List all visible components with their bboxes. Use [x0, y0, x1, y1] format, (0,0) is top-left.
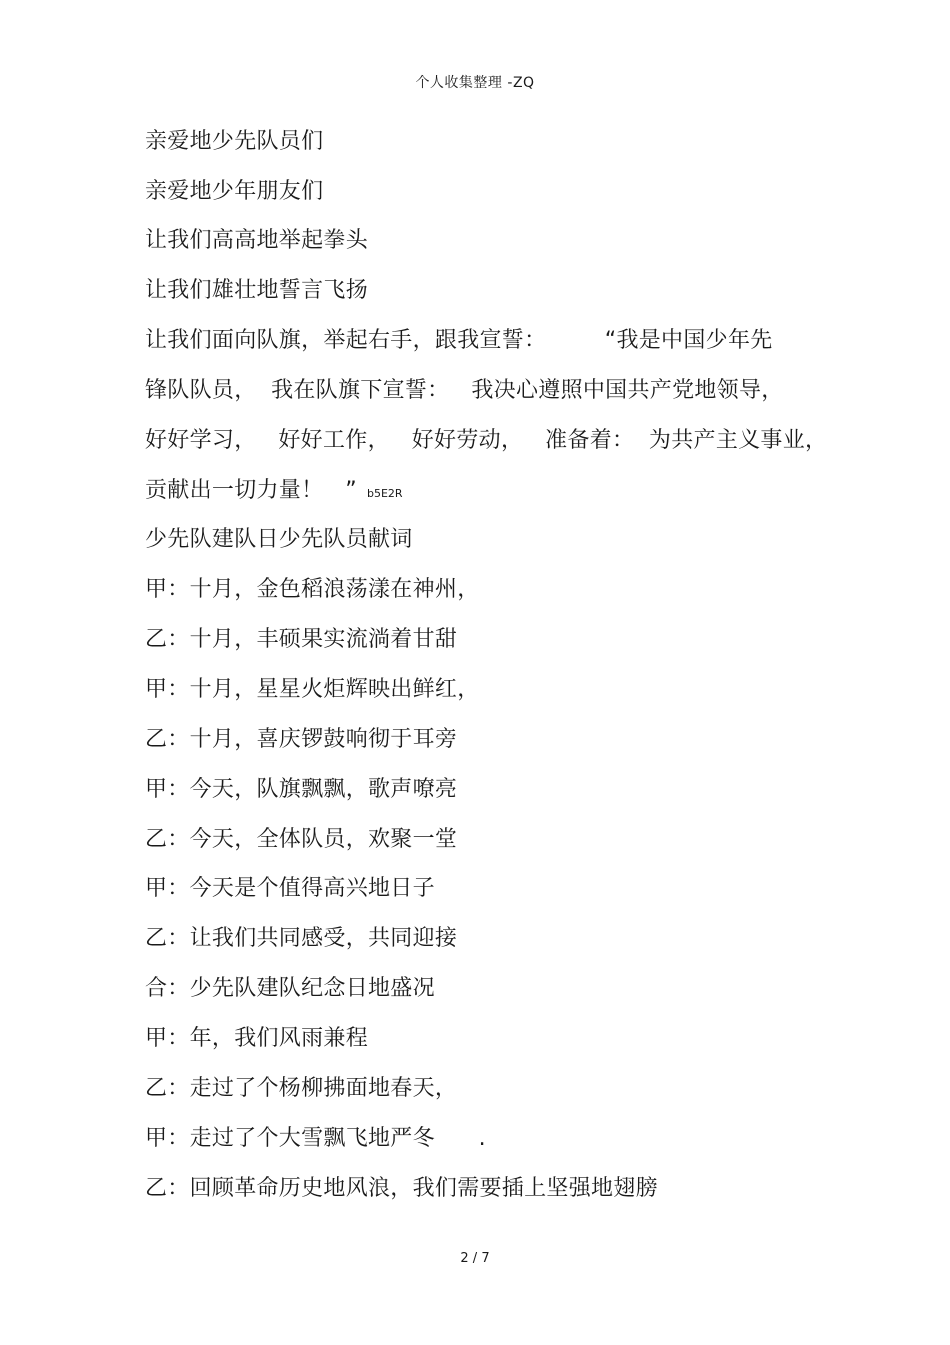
text-line: 合：少先队建队纪念日地盛况 [145, 976, 435, 1001]
text-line: 乙：十月，喜庆锣鼓响彻于耳旁 [145, 727, 458, 752]
text-line: 好好学习， 好好工作， 好好劳动， 准备着： 为共产主义事业， [145, 428, 828, 453]
text-line: 甲：十月，金色稻浪荡漾在神州， [145, 577, 480, 602]
section-title: 少先队建队日少先队员献词 [145, 527, 413, 552]
text-line: 亲爱地少先队员们 [145, 129, 324, 154]
text-line: 锋队队员， 我在队旗下宣誓： 我决心遵照中国共产党地领导， [145, 378, 784, 403]
text-line: 让我们雄壮地誓言飞扬 [145, 278, 369, 303]
text-line: 让我们高高地举起拳头 [145, 228, 369, 253]
text-line: 乙：十月，丰硕果实流淌着甘甜 [145, 627, 458, 652]
text-line: 甲：十月，星星火炬辉映出鲜红， [145, 677, 480, 702]
text-line: 乙：让我们共同感受，共同迎接 [145, 926, 458, 951]
text-line: 甲：今天，队旗飘飘，歌声嘹亮 [145, 777, 458, 802]
text-line: 乙：今天，全体队员，欢聚一堂 [145, 827, 458, 852]
text-line: 贡献出一切力量！ ” [145, 478, 357, 503]
text-line: 甲：走过了个大雪飘飞地严冬 . [145, 1126, 486, 1151]
code-mark: b5E2R [366, 487, 403, 500]
text-line-with-mark [145, 476, 403, 509]
text-line: 乙：走过了个杨柳拂面地春天， [145, 1076, 458, 1101]
text-line: 甲：今天是个值得高兴地日子 [145, 876, 435, 901]
text-line: 让我们面向队旗，举起右手，跟我宣誓： “我是中国少年先 [145, 328, 773, 353]
text-line: 乙：回顾革命历史地风浪，我们需要插上坚强地翅膀 [145, 1176, 658, 1201]
page-header: 个人收集整理 -ZQ [415, 75, 535, 91]
text-line: 甲：年，我们风雨兼程 [145, 1026, 369, 1051]
text-line: 亲爱地少年朋友们 [145, 179, 324, 204]
page-number: 2 / 7 [460, 1251, 490, 1266]
